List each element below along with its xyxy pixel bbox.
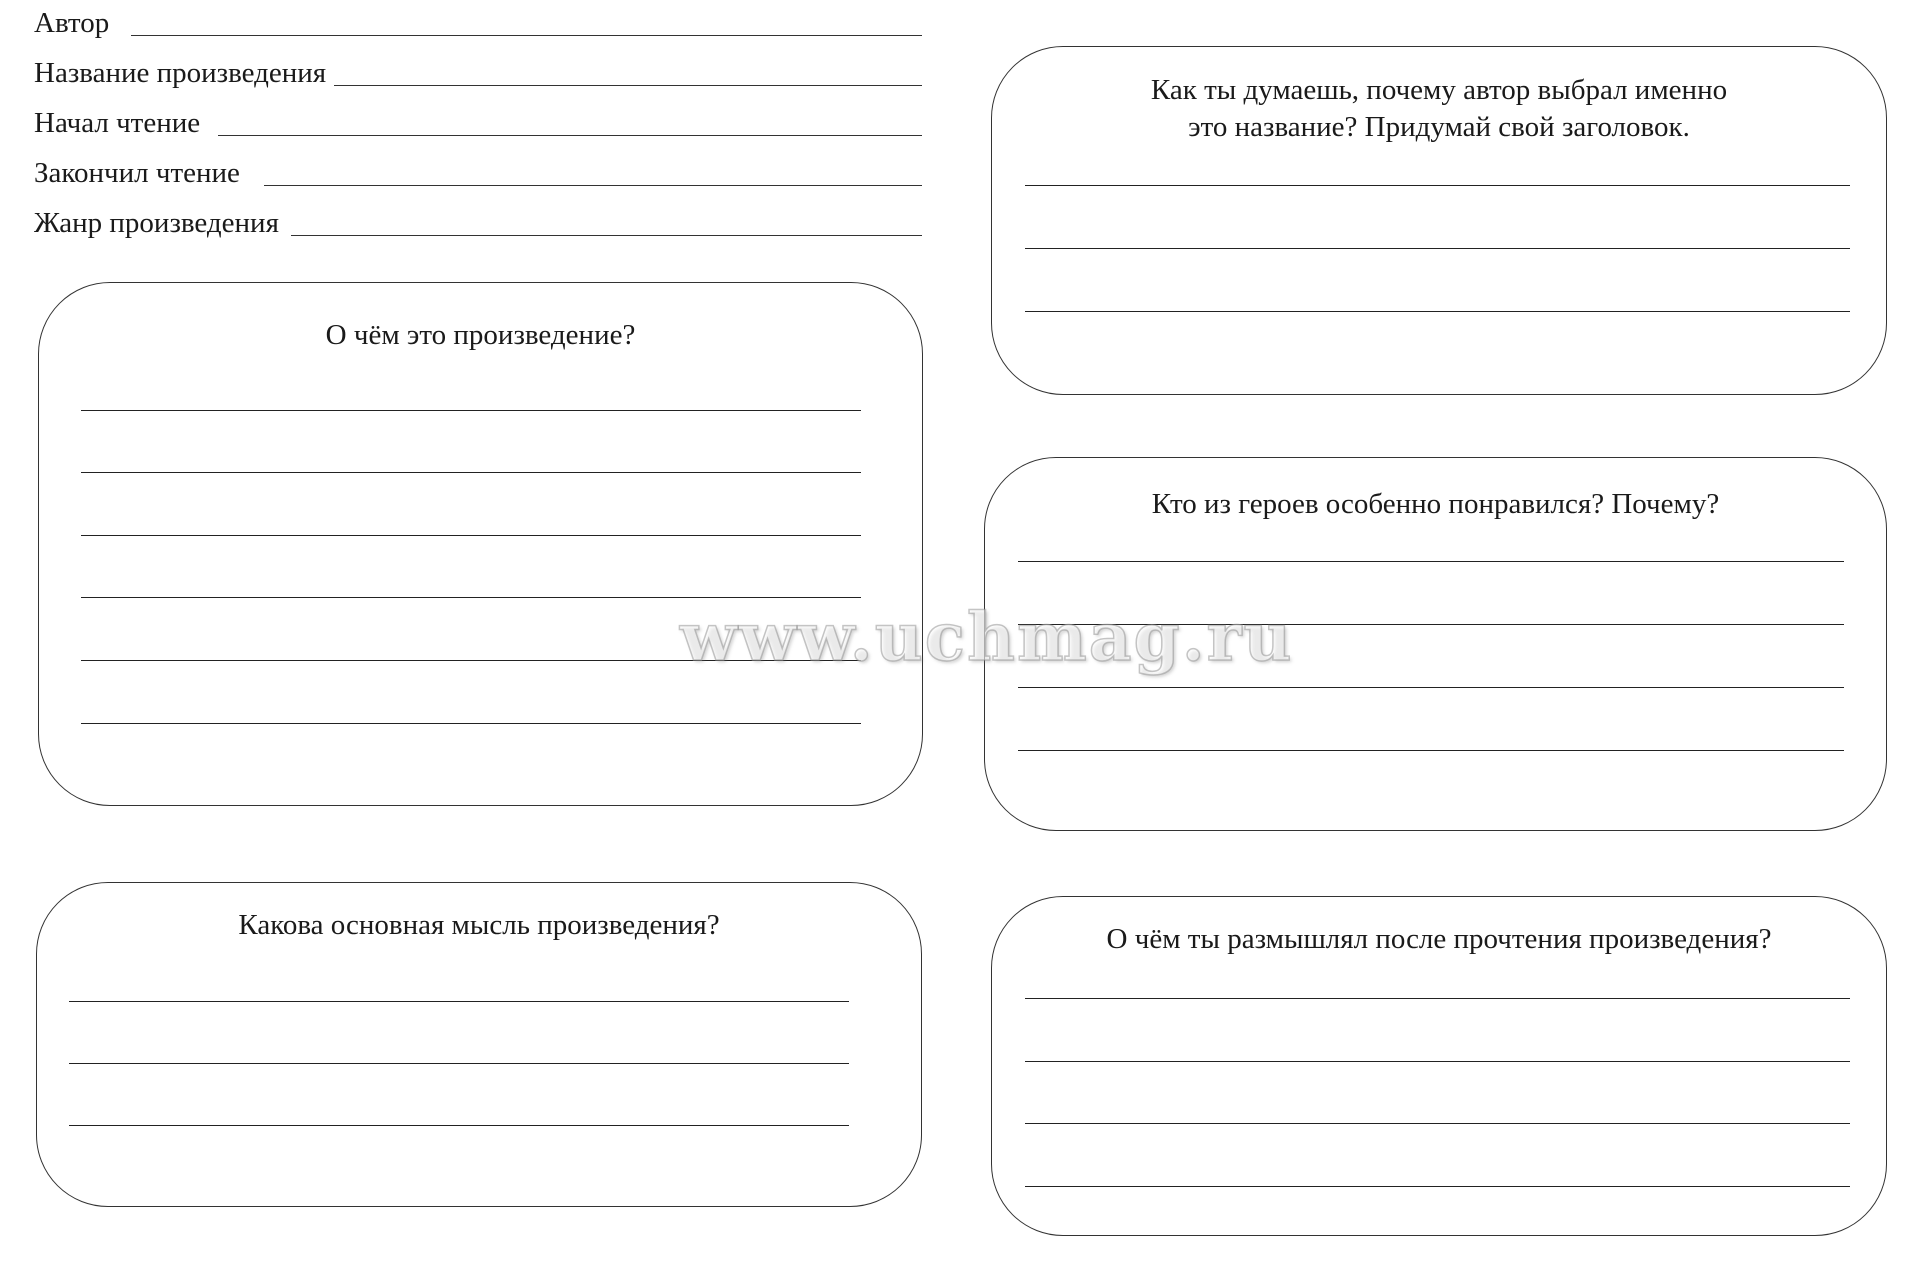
card-question: О чём ты размышлял после прочтения произведения? [1106,923,1772,955]
answer-line[interactable] [81,535,861,536]
header-field-finish[interactable] [34,152,922,192]
header-field-title[interactable] [34,52,922,92]
card-question: Какова основная мысль произведения? [238,909,720,941]
answer-line[interactable] [1025,1186,1850,1187]
field-label: Начал чтение [34,107,201,139]
card-main-idea [36,882,922,1207]
field-label: Название произведения [34,57,327,89]
answer-line[interactable] [69,1125,849,1126]
card-question: О чём это произведение? [325,319,636,351]
card-title-reason [991,46,1887,395]
field-label: Жанр произведения [34,207,279,239]
watermark: www.uchmag.ru [680,598,1294,676]
field-line[interactable] [131,35,922,36]
answer-line[interactable] [1025,1123,1850,1124]
answer-line[interactable] [69,1001,849,1002]
field-label: Закончил чтение [34,157,240,189]
answer-line[interactable] [1025,248,1850,249]
answer-line[interactable] [1025,311,1850,312]
card-favorite-hero [984,457,1887,831]
header-field-author[interactable] [34,2,922,42]
answer-line[interactable] [81,472,861,473]
card-question: Кто из героев особенно понравился? Почему? [1151,488,1720,520]
card-reflection [991,896,1887,1236]
answer-line[interactable] [81,723,861,724]
answer-line[interactable] [1018,561,1844,562]
field-line[interactable] [264,185,922,186]
answer-line[interactable] [1025,185,1850,186]
field-label: Автор [34,7,110,39]
answer-line[interactable] [81,410,861,411]
card-about-work [38,282,923,806]
card-question-line-2: это название? Придумай свой заголовок. [1188,111,1690,143]
header-field-start[interactable] [34,102,922,142]
answer-line[interactable] [1018,624,1844,625]
answer-line[interactable] [1025,998,1850,999]
answer-line[interactable] [1025,1061,1850,1062]
answer-line[interactable] [81,660,861,661]
answer-line[interactable] [69,1063,849,1064]
answer-line[interactable] [1018,750,1844,751]
field-line[interactable] [291,235,922,236]
card-question-line-1: Как ты думаешь, почему автор выбрал именно [1150,74,1728,106]
field-line[interactable] [218,135,922,136]
field-line[interactable] [334,85,922,86]
header-field-genre[interactable] [34,202,922,242]
answer-line[interactable] [81,597,861,598]
answer-line[interactable] [1018,687,1844,688]
